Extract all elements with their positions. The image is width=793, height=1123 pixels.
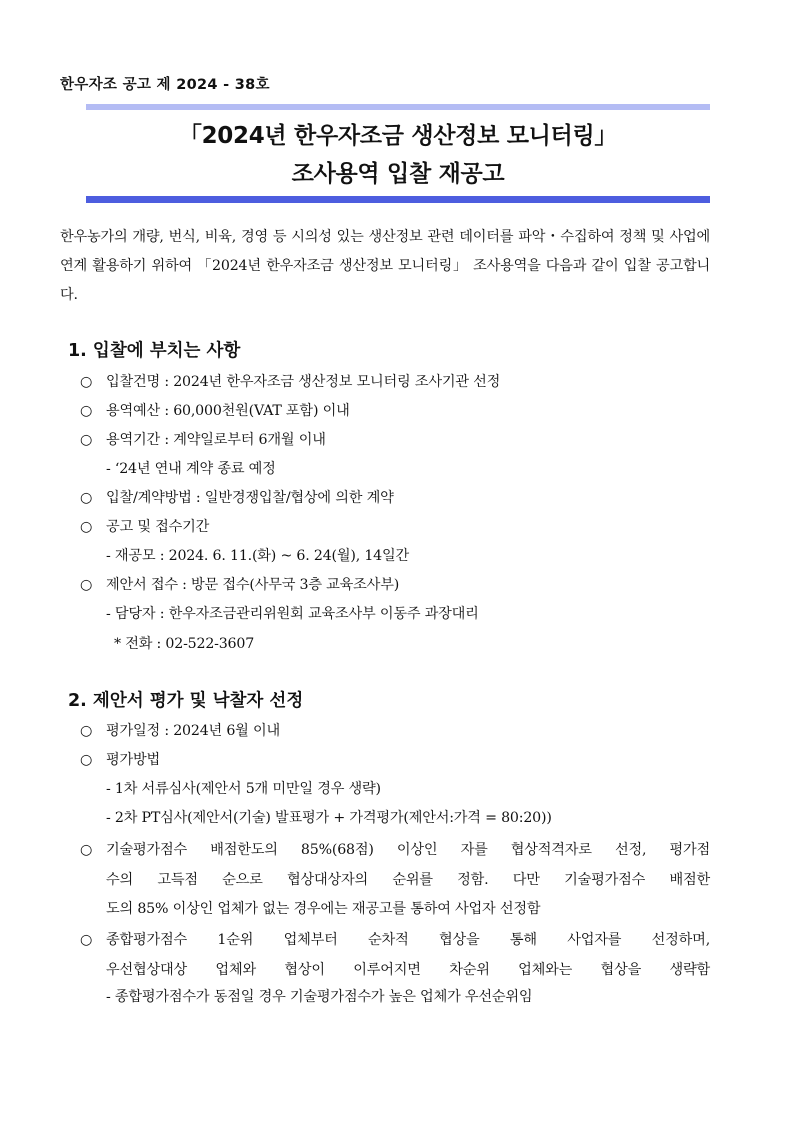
paragraph-line: 종합평가점수 1순위 업체부터 순차적 협상을 통해 사업자를 선정하며, (106, 932, 710, 948)
bullet-mark: ○ (80, 519, 93, 535)
period-item: ○ 용역기간 : 계약일로부터 6개월 이내 (80, 432, 326, 448)
evaluation-method-item: ○ 평가방법 (80, 752, 161, 768)
bullet-mark: ○ (80, 723, 93, 739)
paragraph-line: 우선협상대상 업체와 협상이 이루어지면 차순위 업체와는 협상을 생략함 (106, 961, 710, 978)
section-2-heading: 2. 제안서 평가 및 낙찰자 선정 (68, 691, 304, 711)
bid-title-item: ○ 입찰건명 : 2024년 한우자조금 생산정보 모니터링 조사기관 선정 (80, 374, 501, 390)
budget-item: ○ 용역예산 : 60,000천원(VAT 포함) 이내 (80, 403, 350, 419)
contact-person-item: - 담당자 : 한우자조금관리위원회 교육조사부 이동주 과장대리 (106, 606, 479, 622)
contract-method-item: ○ 입찰/계약방법 : 일반경쟁입찰/협상에 의한 계약 (80, 490, 394, 506)
tie-break-note: - 종합평가점수가 동점일 경우 기술평가점수가 높은 업체가 우선순위임 (106, 989, 533, 1005)
bullet-mark: ○ (80, 577, 93, 593)
title-line-2: 조사용역 입찰 재공고 (291, 161, 505, 187)
bullet-mark: ○ (80, 752, 93, 768)
bullet-mark: ○ (80, 932, 93, 948)
title-line-1: 「2024년 한우자조금 생산정보 모니터링」 (178, 123, 618, 149)
overall-score-paragraph (80, 926, 710, 985)
bullet-mark: ○ (80, 403, 93, 419)
paragraph-line: 기술평가점수 배점한도의 85%(68점) 이상인 자를 협상적격자로 선정, 평가점 (106, 842, 710, 858)
bullet-mark: ○ (80, 374, 93, 390)
bullet-mark: ○ (80, 432, 93, 448)
paragraph-line: 도의 85% 이상인 업체가 없는 경우에는 재공고를 통하여 사업자 선정함 (106, 901, 541, 917)
document-review-item: - 1차 서류심사(제안서 5개 미만일 경우 생략) (106, 781, 381, 797)
contact-phone-item: * 전화 : 02-522-3607 (114, 636, 255, 652)
notice-period-sub-item: - 재공모 : 2024. 6. 11.(화) ~ 6. 24(월), 14일간 (106, 548, 409, 564)
evaluation-schedule-item: ○ 평가일정 : 2024년 6월 이내 (80, 723, 280, 739)
title-top-rule (86, 104, 710, 110)
notice-period-item: ○ 공고 및 접수기간 (80, 519, 210, 535)
bullet-mark: ○ (80, 490, 93, 506)
paragraph-line: 수의 고득점 순으로 협상대상자의 순위를 정함. 다만 기술평가점수 배점한 (106, 871, 710, 888)
intro-paragraph: 한우농가의 개량, 번식, 비육, 경영 등 시의성 있는 생산정보 관련 데이터를 파악・수집하여 정책 및 사업에 연계 활용하기 위하여 「2024년 한우자조금 생산정보 모니터링」 조사용역을 다음과 같이 입찰 공고합니다. (60, 229, 710, 303)
title-bottom-rule (86, 196, 710, 203)
document-number: 한우자조 공고 제 2024 - 38호 (60, 77, 270, 93)
bullet-mark: ○ (80, 842, 93, 858)
technical-score-paragraph (80, 836, 710, 925)
pt-review-item: - 2차 PT심사(제안서(기술) 발표평가 + 가격평가(제안서:가격 = 80:20)) (106, 810, 552, 826)
proposal-submission-item: ○ 제안서 접수 : 방문 접수(사무국 3층 교육조사부) (80, 577, 400, 593)
section-1-heading: 1. 입찰에 부치는 사항 (68, 341, 241, 361)
period-sub-item: - ‘24년 연내 계약 종료 예정 (106, 461, 276, 477)
